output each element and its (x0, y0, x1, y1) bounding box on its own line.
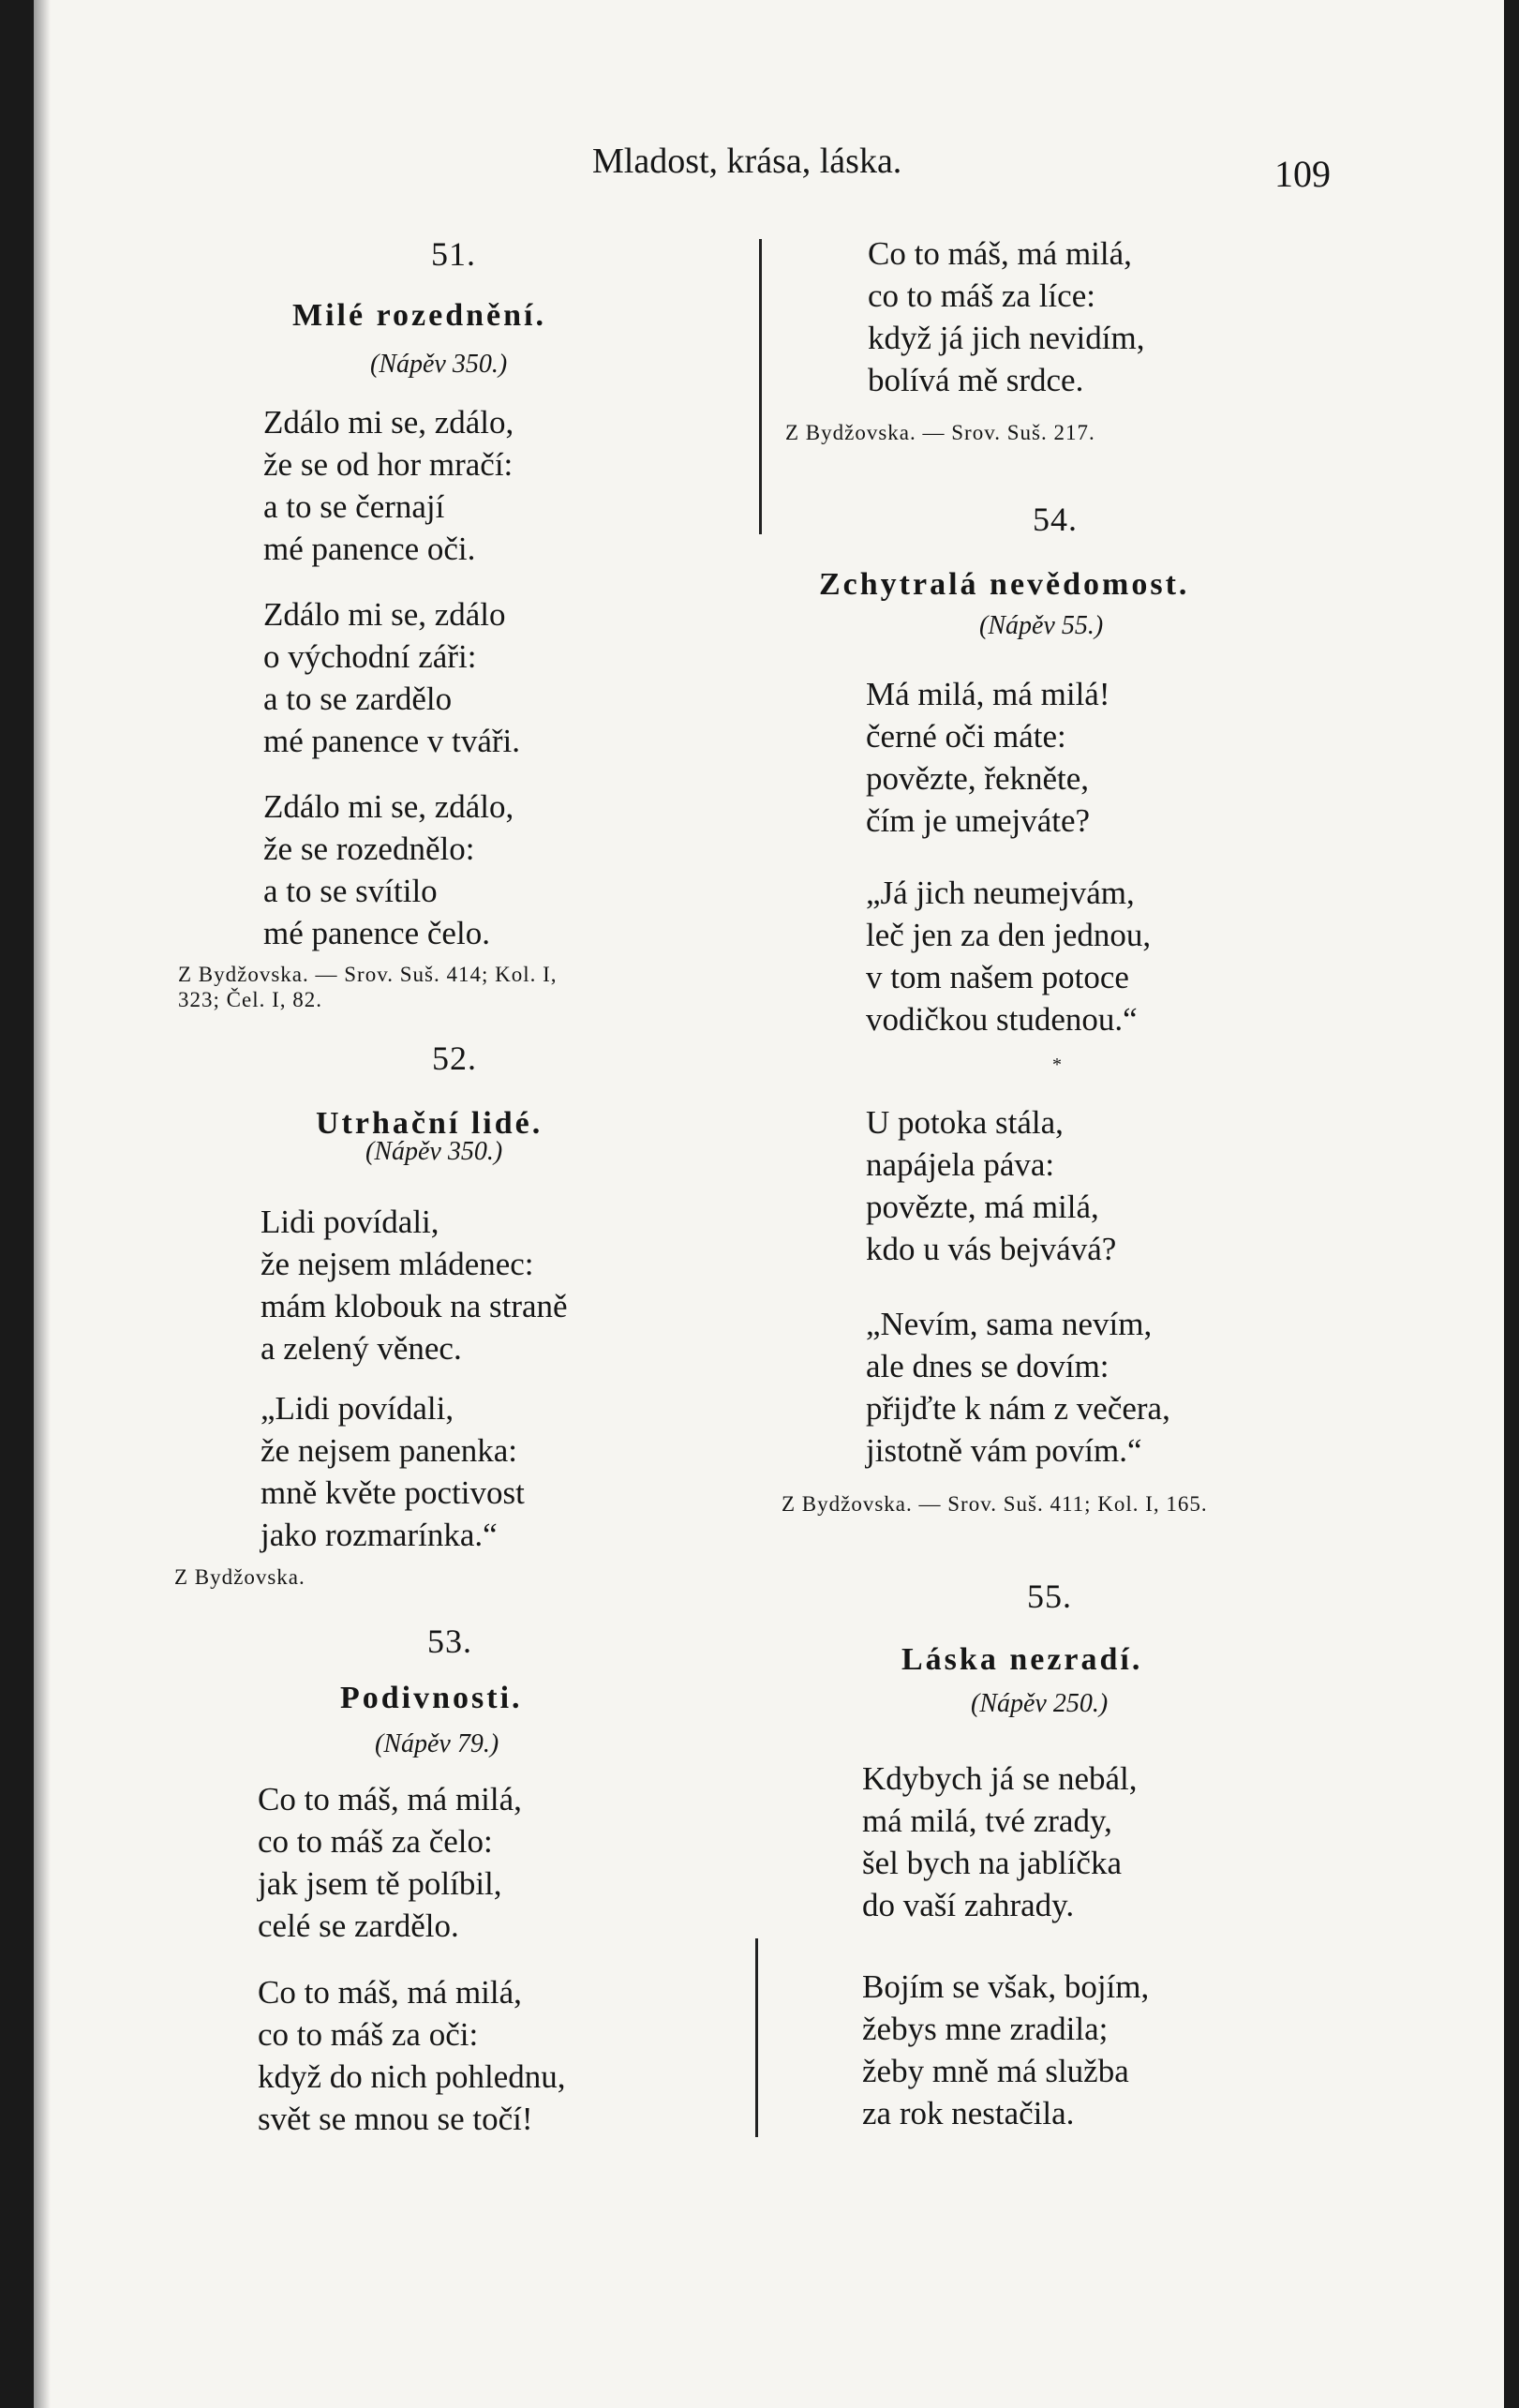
verse-line: do vaší zahrady. (862, 1887, 1075, 1923)
song-55-stanza-1 (862, 1757, 1138, 1926)
verse-line: když do nich pohlednu, (258, 2058, 566, 2095)
verse-line: Co to máš, má milá, (868, 235, 1132, 272)
verse-line: jistotně vám povím.“ (866, 1432, 1142, 1469)
verse-line: U potoka stála, (866, 1104, 1064, 1141)
verse-line: povězte, má milá, (866, 1189, 1099, 1225)
song-51-stanza-2 (263, 593, 520, 762)
song-51-stanza-3 (263, 785, 514, 954)
verse-line: a to se černají (263, 488, 445, 525)
verse-line: povězte, řekněte, (866, 760, 1090, 797)
column-rule-bottom (755, 1938, 758, 2137)
verse-line: mé panence čelo. (263, 915, 490, 951)
page-number: 109 (1274, 153, 1331, 195)
column-rule-top (759, 239, 762, 534)
verse-line: kdo u vás bejvává? (866, 1231, 1117, 1267)
song-52-stanza-1 (261, 1201, 568, 1369)
song-52-source: Z Bydžovska. (174, 1565, 305, 1589)
verse-line: Kdybych já se nebál, (862, 1760, 1138, 1797)
song-52-tune: (Nápěv 350.) (365, 1137, 503, 1166)
song-51-source-line-2: 323; Čel. I, 82. (178, 988, 322, 1011)
verse-line: Zdálo mi se, zdálo (263, 596, 506, 633)
verse-line: Zdálo mi se, zdálo, (263, 788, 514, 825)
verse-line: Lidi povídali, (261, 1204, 439, 1240)
verse-line: za rok nestačila. (862, 2095, 1075, 2131)
verse-line: Co to máš, má milá, (258, 1781, 522, 1817)
verse-line: mně květe poctivost (261, 1474, 525, 1511)
song-51-title: Milé rozednění. (292, 298, 546, 333)
song-53-stanza-2 (258, 1971, 566, 2140)
verse-line: bolívá mě srdce. (868, 362, 1084, 398)
verse-line: a to se zardělo (263, 681, 453, 717)
song-53-number: 53. (427, 1623, 472, 1660)
verse-line: „Lidi povídali, (261, 1390, 454, 1427)
song-54-stanza-3 (866, 1101, 1116, 1270)
song-51-stanza-1 (263, 401, 514, 570)
verse-line: vodičkou studenou.“ (866, 1001, 1138, 1038)
song-54-stanza-1 (866, 673, 1109, 842)
verse-line: černé oči máte: (866, 718, 1066, 755)
page-edge-shadow (34, 0, 51, 2408)
song-52-stanza-2 (261, 1387, 525, 1556)
verse-line: přijďte k nám z večera, (866, 1390, 1170, 1427)
verse-line: co to máš za čelo: (258, 1823, 493, 1860)
verse-line: celé se zardělo. (258, 1907, 459, 1944)
verse-line: a to se svítilo (263, 873, 438, 909)
song-51-tune: (Nápěv 350.) (370, 350, 508, 379)
song-53-source: Z Bydžovska. — Srov. Suš. 217. (785, 421, 1095, 444)
verse-line: Má milá, má milá! (866, 676, 1110, 712)
verse-line: co to máš za líce: (868, 277, 1095, 314)
verse-line: žebys mne zradila; (862, 2011, 1109, 2047)
verse-line: ale dnes se dovím: (866, 1348, 1109, 1384)
song-52-title: Utrhační lidé. (316, 1106, 544, 1141)
verse-line: „Já jich neumejvám, (866, 875, 1135, 911)
song-51-number: 51. (431, 235, 476, 273)
verse-line: má milá, tvé zrady, (862, 1802, 1112, 1839)
verse-line: žeby mně má služba (862, 2053, 1129, 2089)
verse-line: Bojím se však, bojím, (862, 1968, 1150, 2005)
verse-line: co to máš za oči: (258, 2016, 479, 2053)
verse-line: mé panence oči. (263, 531, 476, 567)
song-54-title: Zchytralá nevědomost. (819, 567, 1190, 602)
song-55-tune: (Nápěv 250.) (971, 1689, 1109, 1718)
verse-line: šel bych na jablíčka (862, 1845, 1122, 1881)
verse-line: v tom našem potoce (866, 959, 1129, 995)
song-55-title: Láska nezradí. (901, 1642, 1143, 1677)
verse-line: že se od hor mračí: (263, 446, 514, 483)
song-53-tune: (Nápěv 79.) (375, 1729, 499, 1758)
song-54-stanza-2 (866, 872, 1151, 1040)
song-55-stanza-2 (862, 1966, 1149, 2134)
verse-line: svět se mnou se točí! (258, 2101, 533, 2137)
song-54-number: 54. (1033, 501, 1078, 538)
song-53-stanza-3 (868, 232, 1144, 401)
verse-line: mám klobouk na straně (261, 1288, 568, 1324)
verse-line: jak jsem tě políbil, (258, 1865, 502, 1902)
running-header: Mladost, krása, láska. (592, 142, 902, 181)
verse-line: když já jich nevidím, (868, 320, 1145, 356)
song-52-number: 52. (432, 1039, 477, 1077)
song-55-number: 55. (1027, 1578, 1072, 1615)
verse-line: mé panence v tváři. (263, 723, 521, 759)
page-paper (34, 0, 1504, 2408)
verse-line: o východní záři: (263, 638, 477, 675)
verse-line: že nejsem mládenec: (261, 1246, 534, 1282)
song-53-stanza-1 (258, 1778, 522, 1947)
verse-line: leč jen za den jednou, (866, 917, 1152, 953)
song-53-title: Podivnosti. (340, 1681, 523, 1715)
verse-line: „Nevím, sama nevím, (866, 1306, 1153, 1342)
song-54-source: Z Bydžovska. — Srov. Suš. 411; Kol. I, 165. (782, 1492, 1208, 1516)
verse-line: čím je umejváte? (866, 802, 1091, 839)
verse-line: Zdálo mi se, zdálo, (263, 404, 514, 441)
verse-line: Co to máš, má milá, (258, 1974, 522, 2011)
verse-line: jako rozmarínka.“ (261, 1517, 498, 1553)
verse-line: že nejsem panenka: (261, 1432, 518, 1469)
stanza-separator: * (1052, 1054, 1062, 1075)
verse-line: že se rozednělo: (263, 830, 475, 867)
song-54-tune: (Nápěv 55.) (979, 611, 1104, 640)
verse-line: napájela páva: (866, 1146, 1055, 1183)
verse-line: a zelený věnec. (261, 1330, 462, 1367)
song-51-source-line-1: Z Bydžovska. — Srov. Suš. 414; Kol. I, (178, 963, 558, 986)
song-54-stanza-4 (866, 1303, 1170, 1472)
